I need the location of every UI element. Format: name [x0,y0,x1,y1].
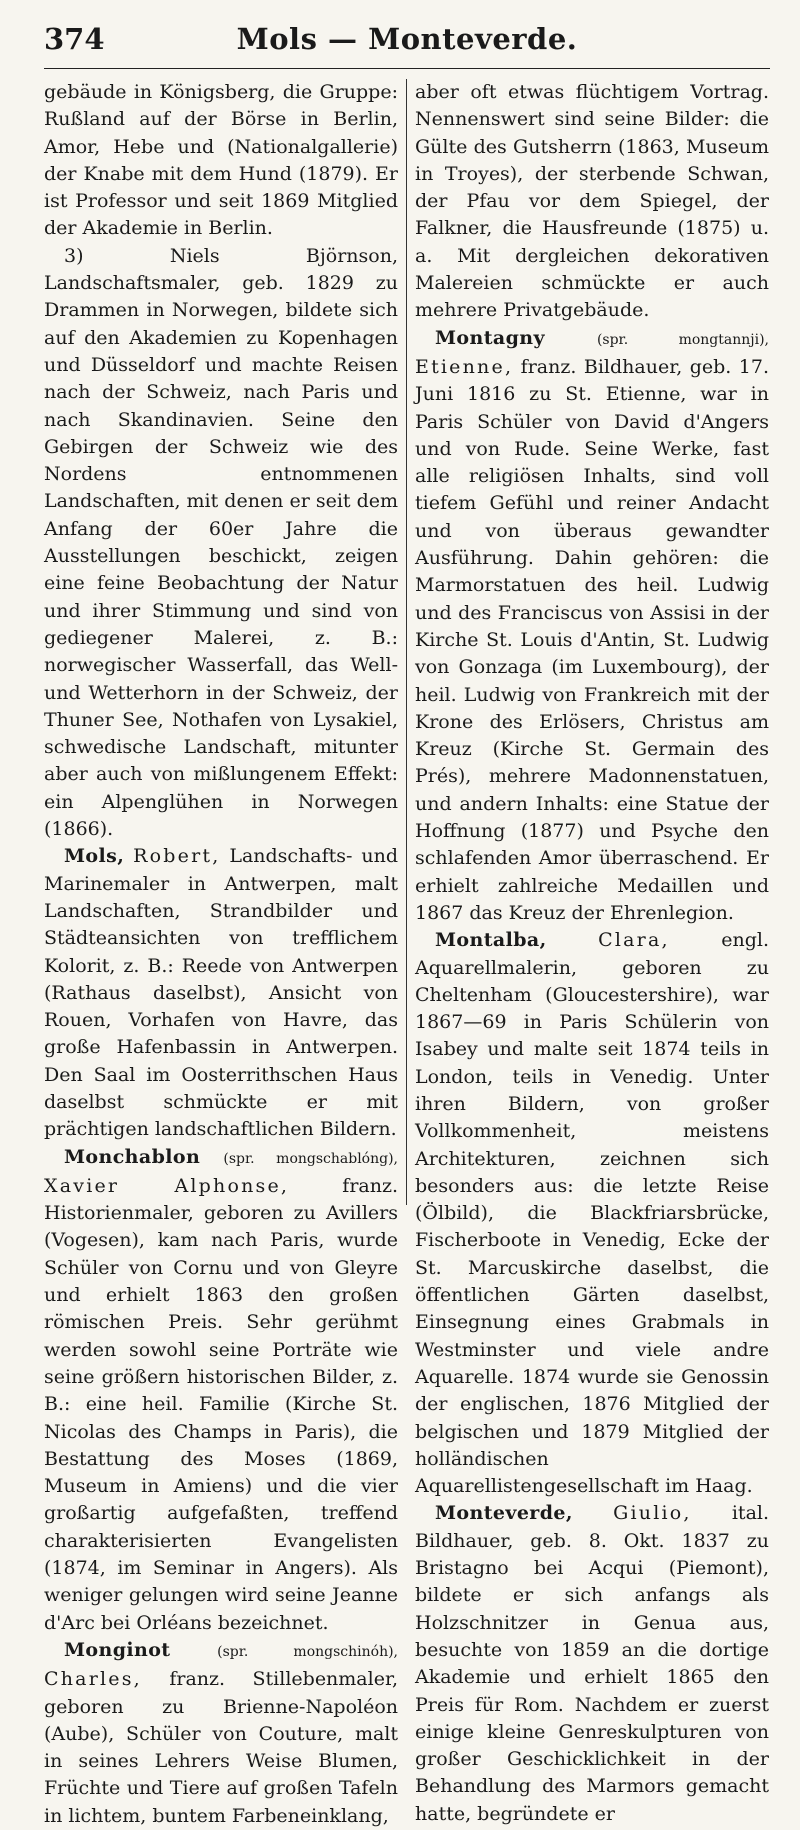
pronunciation: (spr. mongschablóng), [223,1150,398,1167]
headword: Monteverde, [435,1502,573,1525]
entry-text: engl. Aquarellmalerin, geboren zu Cheltenham (Gloucestershire), war 1867—69 in Paris Schülerin von Isabey und malte seit 1874 teils in London, teils in Venedig. Unter ihren Bildern, von großer Vollkommenheit, meistens Architekturen, zeichnen sich besonders aus: die letzte Reise (Ölbild), die Blackfriarsbrücke, Fischerboote in Venedig, Ecke der St. Marcuskirche daselbst, die öffentlichen Gärten daselbst, Einsegnung eines Grabmals in Westminster und viele andre Aquarelle. 1874 wurde sie Genossin der englischen, 1876 Mitglied der belgischen und 1879 Mitglied der holländischen Aquarellistengesellschaft im Haag. [415,929,769,1498]
headword: Montagny [435,326,545,349]
page-number: 374 [44,22,105,56]
right-column [415,79,769,1830]
entry-name: Giulio, [613,1502,692,1525]
headword: Mols, [64,845,125,868]
entry-montalba [415,927,769,1500]
entry-name: Xavier Alphonse, [44,1174,290,1197]
column-divider [406,79,407,1205]
entry-montagny [415,325,769,928]
pronunciation: (spr. mongtannji), [596,331,769,348]
text-columns [44,79,770,1830]
headword: Monchablon [64,1145,201,1168]
running-title: Mols — Monteverde. [236,22,578,56]
entry-name: Charles, [44,1668,142,1691]
headword: Montalba, [435,929,547,952]
entry-text: franz. Bildhauer, geb. 17. Juni 1816 zu St. Etienne, war in Paris Schüler von David d'Angers und von Rude. Seine Werke, fast alle religiösen Inhalts, sind voll tiefem Gefühl und reiner Andacht und von überaus gewandter Ausführung. Dahin gehören: die Marmorstatuen des heil. Ludwig und des Franciscus von Assisi in der Kirche St. Louis d'Antin, St. Ludwig von Gonzaga (im Luxembourg), der heil. Ludwig von Frankreich mit der Krone des Erlösers, Christus am Kreuz (Kirche St. Germain des Prés), mehrere Madonnenstatuen, und andern Inhalts: eine Statue der Hoffnung (1877) und Psyche den schlafenden Amor überraschend. Er erhielt zahlreiche Medaillen und 1867 das Kreuz der Ehrenlegion. [415,355,770,924]
continued-paragraph: gebäude in Königsberg, die Gruppe: Rußland auf der Börse in Berlin, Amor, Hebe und (Nationalgallerie) der Knabe mit dem Hund (1879). Er ist Professor und seit 1869 Mitglied der Akademie in Berlin. [44,81,398,240]
entry-monginot [44,1637,398,1830]
entry-name: Robert, [133,845,221,868]
entry-name: Clara, [598,929,670,952]
entry-monteverde [415,1500,769,1828]
sub-entry-niels-bjoernson: 3) Niels Björnson, Landschaftsmaler, geb. 1829 zu Drammen in Norwegen, bildete sich auf den Akademien zu Kopenhagen und Düsseldorf und machte Reisen nach der Schweiz, nach Paris und nach Skandinavien. Seine den Gebirgen der Schweiz wie des Nordens entnommenen Landschaften, mit denen er seit dem Anfang der 60er Jahre die Ausstellungen beschickt, zeigen eine feine Beobachtung der Natur und ihrer Stimmung und sind von gediegener Malerei, z. B.: norwegischer Wasserfall, das Well- und Wetterhorn in der Schweiz, der Thuner See, Nothafen von Lysakiel, schwedische Landschaft, mitunter aber auch von mißlungenem Effekt: ein Alpenglühen in Norwegen (1866). [44,244,398,841]
left-column [44,79,398,1830]
entry-monchablon [44,1144,398,1637]
entry-name: Etienne, [415,355,514,378]
continued-paragraph: aber oft etwas flüchtigem Vortrag. Nennenswert sind seine Bilder: die Gülte des Gutsherrn (1863, Museum in Troyes), der sterbende Schwan, der Pfau vor dem Spiegel, der Falkner, die Hausfreunde (1875) u. a. Mit dergleichen dekorativen Malereien schmückte er auch mehrere Privatgebäude. [415,81,769,322]
pronunciation: (spr. mongschinóh), [217,1643,398,1660]
page-header [44,18,770,69]
entry-text: franz. Stillebenmaler, geboren zu Brienne-Napoléon (Aube), Schüler von Couture, malt in seines Lehrers Weise Blumen, Früchte und Tiere auf großen Tafeln in lichtem, buntem Farbeneinklang, [44,1668,398,1827]
headword: Monginot [64,1638,171,1661]
entry-text: franz. Historienmaler, geboren zu Avillers (Vogesen), kam nach Paris, wurde Schüler von Cornu und von Gleyre und erhielt 1863 den großen römischen Preis. Sehr gerühmt werden sowohl seine Porträte wie seine größern historischen Bilder, z. B.: eine heil. Familie (Kirche St. Nicolas des Champs in Paris), die Bestattung des Moses (1869, Museum in Amiens) und die vier großartig aufgefaßten, treffend charakterisierten Evangelisten (1874, im Seminar in Angers). Als weniger gelungen wird seine Jeanne d'Arc bei Orléans bezeichnet. [44,1174,399,1634]
entry-mols [44,843,398,1143]
entry-text: Landschafts- und Marinemaler in Antwerpen, malt Landschaften, Strandbilder und Städteansichten von trefflichem Kolorit, z. B.: Reede von Antwerpen (Rathaus daselbst), Ansicht von Rouen, Vorhafen von Havre, das große Hafenbassin in Antwerpen. Den Saal im Oosterrithschen Haus daselbst schmückte er mit prächtigen landschaftlichen Bildern. [44,845,398,1141]
entry-text: ital. Bildhauer, geb. 8. Okt. 1837 zu Bristagno bei Acqui (Piemont), bildete er sich anfangs als Holzschnitzer in Genua aus, besuchte von 1859 an die dortige Akademie und erhielt 1865 den Preis für Rom. Nachdem er zuerst einige kleine Genreskulpturen von großer Geschicklichkeit in der Behandlung des Marmors gemacht hatte, begründete er [415,1502,770,1825]
